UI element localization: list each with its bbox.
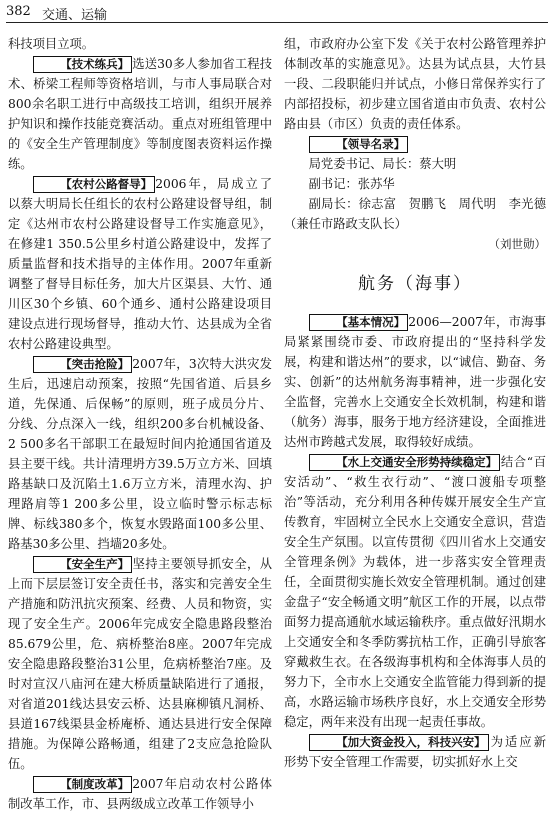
page-number: 382 bbox=[6, 4, 31, 19]
paragraph-basic-situation: 【基本情况】 2006—2007年，市海事局紧紧围绕市委、市政府提出的“坚持科学发展，构建和谐达州”的要求，以“诚信、勤奋、务实、创新”的达州航务海事精神，进一步强化安全监督，完善水上交通安全长效机制，构建和谐（航务）海事，服务于地方经济建设，全面推进达州市跨越式发展，取得较好成绩。 bbox=[284, 315, 546, 449]
author-credit: （刘世勋） bbox=[488, 237, 546, 251]
roster-heading bbox=[284, 134, 546, 154]
heading-tag: 【基本情况】 bbox=[309, 314, 409, 331]
paragraph-safety-production: 【安全生产】 坚持主要领导抓安全，从上而下层层签订安全责任书，落实和完善安全生产措施和防汛抗灾预案、经费、人员和物资，实现了安全生产。2006年完成安全隐患路段整治85.679公里，危、病桥整治8座。2007年完成安全隐患路段整治31公里，危病桥整治7座。及时对宣汉八庙河在建大桥质量缺陷进行了通报，对省道201线达县安云桥、达县麻柳镇凡洞桥、县道167线渠县金桥庵桥、通达县进行安全保障措施。为保障公路畅通，组建了2支应急抢险队伍。 bbox=[8, 557, 272, 771]
roster-line: 局党委书记、局长：蔡大明 bbox=[308, 157, 457, 171]
right-column bbox=[284, 34, 546, 772]
heading-tag: 【水上交通安全形势持续稳定】 bbox=[309, 454, 501, 471]
paragraph: 科技项目立项。 bbox=[8, 37, 95, 51]
paragraph-water-safety: 【水上交通安全形势持续稳定】 结合“百安活动”、“救生衣行动”、“渡口渡船专项整治”等活动，充分利用各种传媒开展安全生产宣传教育，牢固树立全民水上交通安全意识，营造安全生产氛围。以宣传贯彻《四川省水上交通安全管理条例》为载体，进一步落实安全管理责任，全面贯彻实施长效安全管理机制。通过创建金盘子“安全畅通文明”航区工作的开展，以点带面努力提高通航水域运输秩序。重点做好汛期水上交通安全和冬季防雾抗枯工作，正确引导旅客穿戴救生衣。在各级海事机构和全体海事人员的努力下，全市水上交通安全监管能力得到新的提高，水路运输市场秩序良好，水上交通安全形势稳定，两年来没有出现一起责任事故。 bbox=[284, 455, 546, 729]
paragraph-investment: 【加大资金投入，科技兴安】 为适应新形势下安全管理工作需要，切实抓好水上交 bbox=[284, 735, 546, 769]
left-column bbox=[8, 34, 272, 814]
header-rule bbox=[6, 22, 548, 23]
heading-tag: 【突击抢险】 bbox=[33, 356, 133, 373]
paragraph-emergency-repair: 【突击抢险】 2007年，3次特大洪灾发生后，迅速启动预案，按照“先国省道、后县乡道，先保通、后保畅”的原则，班子成员分片、分线、分点深入一线，组织200多台机械设备、2 500多名干部职工在最短时间内抢通国省道及县主要干线。共计清理坍方39.5万立方米、回填路基缺口及沉陷土1.6万立方米，清理水沟、护理路肩等1 200多公里，设立临时警示标志标牌、标线380多个，恢复水毁路面100多公里、路基30多公里、挡墙20多处。 bbox=[8, 357, 272, 551]
paragraph-rural-road-supervision: 【农村公路督导】 2006年，局成立了以蔡大明局长任组长的农村公路建设督导组，制定《达州市农村公路建设督导工作实施意见》，在修建1 350.5公里乡村道公路建设中，发挥了质量监督和技术指导的主体作用。2007年重新调整了督导目标任务，加大片区渠县、大竹、通川区30个乡镇、60个通乡、通村公路建设项目建设点进行现场督导，推动大竹、达县成为全省农村公路建设典型。 bbox=[8, 177, 272, 351]
heading-tag: 【技术练兵】 bbox=[33, 56, 133, 73]
section-title: 航务（海事） bbox=[358, 274, 472, 294]
roster-line: 副局长：徐志富 贺鹏飞 周代明 李光德（兼任市路政支队长） bbox=[284, 197, 546, 231]
leadership-roster bbox=[284, 134, 546, 234]
paragraph-system-reform: 【制度改革】 2007年启动农村公路体制改革工作，市、县两级成立改革工作领导小 bbox=[8, 777, 272, 811]
heading-tag: 【制度改革】 bbox=[33, 776, 133, 793]
paragraph-continued: 组，市政府办公室下发《关于农村公路管理养护体制改革的实施意见》。达县为试点县，大竹县一段、二段职能归并试点，小修日常保养实行了内部招投标，初步建立国省道由市负责、农村公路由县（市区）负责的责任体系。 bbox=[284, 37, 546, 131]
heading-tag: 【领导名录】 bbox=[309, 136, 409, 153]
heading-tag: 【加大资金投入，科技兴安】 bbox=[309, 734, 489, 751]
heading-tag: 【安全生产】 bbox=[33, 556, 133, 573]
page-header bbox=[0, 0, 550, 28]
section-header: 交通、运输 bbox=[42, 8, 108, 23]
paragraph-technical-training: 【技术练兵】 选送30多人参加省工程技术、桥梁工程师等资格培训，与市人事局联合对800余名职工进行中高级技工培训，组织开展养护知识和操作技能竞赛活动。重点对班组管理中的《安全生产管理制度》等制度图表资料运作操练。 bbox=[8, 57, 272, 171]
roster-line: 副书记：张苏华 bbox=[308, 177, 395, 191]
heading-tag: 【农村公路督导】 bbox=[33, 176, 156, 193]
